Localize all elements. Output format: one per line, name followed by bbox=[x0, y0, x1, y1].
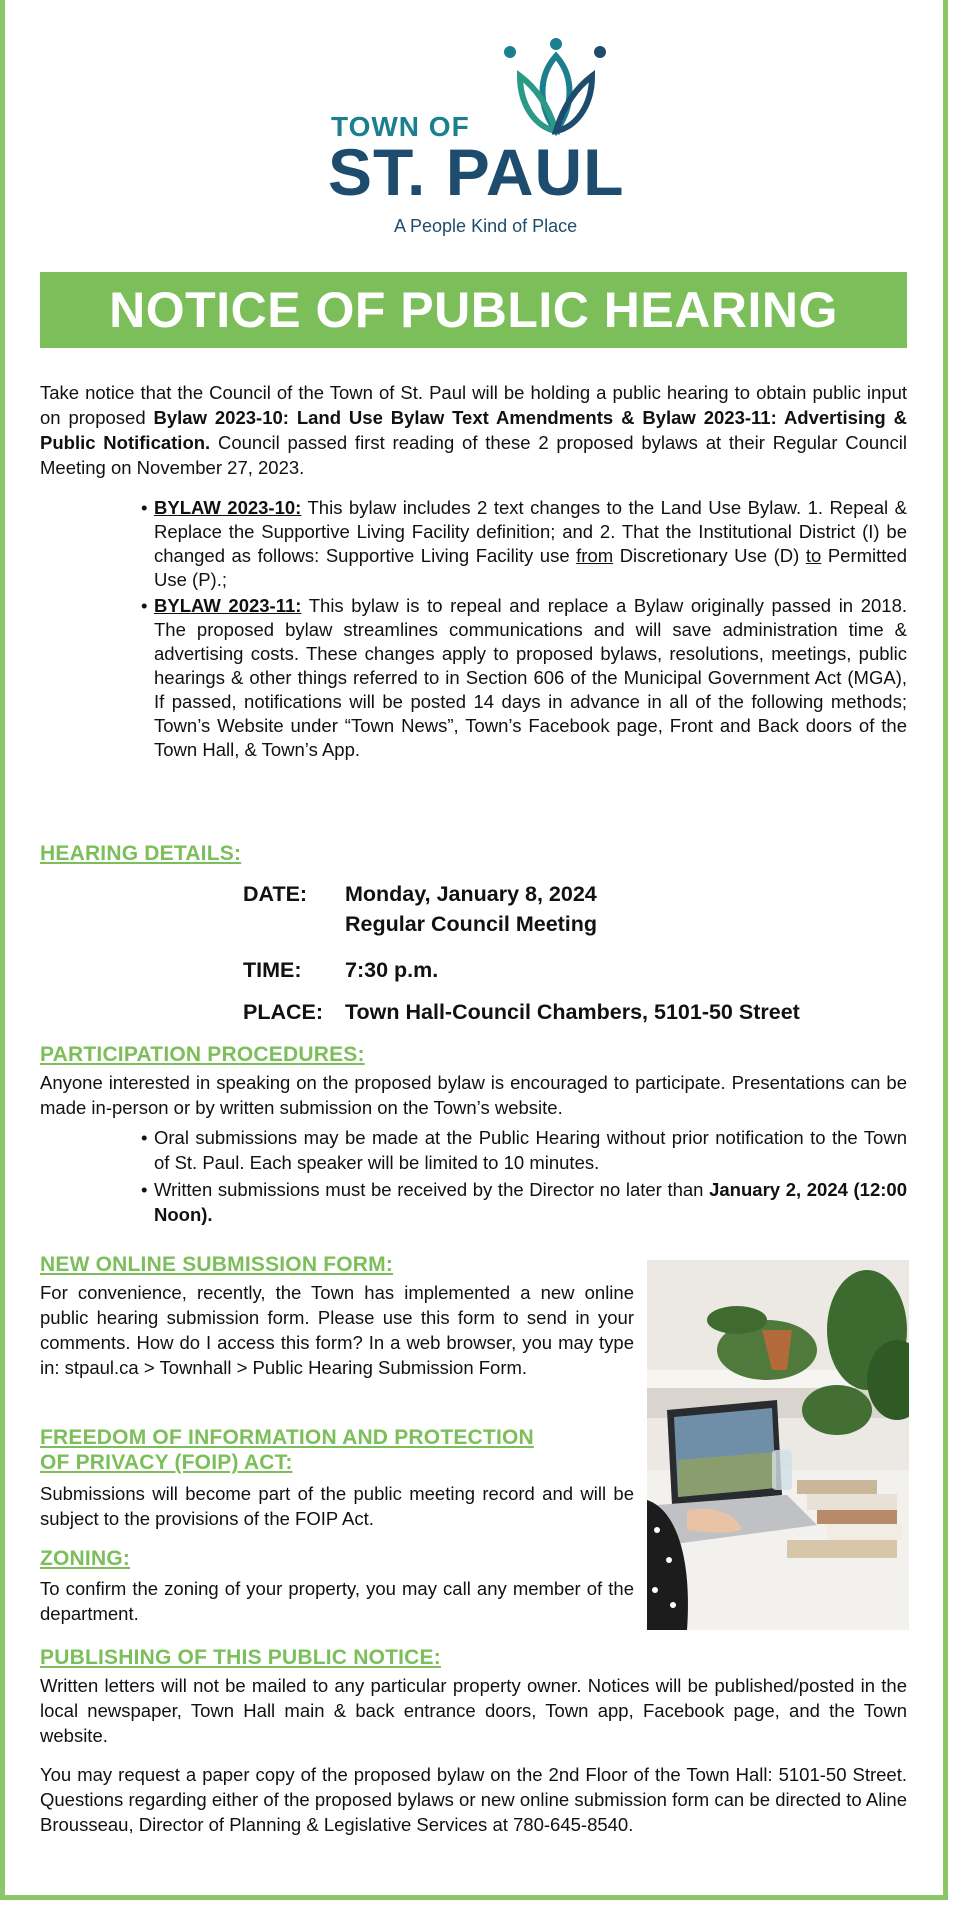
participation-text: Written submissions must be received by the Director no later than bbox=[154, 1179, 710, 1200]
meeting-value: Regular Council Meeting bbox=[345, 912, 598, 936]
publishing-heading: PUBLISHING OF THIS PUBLIC NOTICE: bbox=[40, 1646, 441, 1669]
bylaw-item bbox=[140, 496, 907, 592]
online-form-heading: NEW ONLINE SUBMISSION FORM: bbox=[40, 1253, 394, 1276]
bylaw-from: from bbox=[576, 545, 614, 566]
time-label: TIME: bbox=[243, 958, 302, 982]
bylaw-to: to bbox=[805, 545, 822, 566]
participation-heading: PARTICIPATION PROCEDURES: bbox=[40, 1043, 365, 1066]
intro-paragraph bbox=[40, 380, 907, 480]
bylaw-text: This bylaw is to repeal and replace a Bylaw originally passed in 2018. The proposed bylaw streamlines communications and will save administration time & advertising costs. These changes apply to proposed bylaws, resolutions, meetings, public hearings & other things referred to in Section 606 of the Municipal Government Act (MGA), If passed, notifications will be posted 14 days in advance in all of the following methods; Town’s Website under “Town News”, Town’s Facebook page, Front and Back doors of the Town Hall, & Town’s App. bbox=[154, 595, 907, 760]
zoning-text: To confirm the zoning of your property, you may call any member of the department. bbox=[40, 1578, 634, 1624]
foip-heading-line: FREEDOM OF INFORMATION AND PROTECTION bbox=[40, 1426, 534, 1449]
publishing-text: Written letters will not be mailed to any particular property owner. Notices will be published/posted in the local newspaper, Town Hall main & back entrance doors, Town app, Facebook page, and the Town website. bbox=[40, 1675, 907, 1746]
logo-tagline: A People Kind of Place bbox=[394, 216, 578, 236]
online-form-text: For convenience, recently, the Town has implemented a new online public hearing submission form. Please use this form to send in your comments. How do I access this form? In a web browser, you may type in: stpaul.ca > Townhall > Public Hearing Submission Form. bbox=[40, 1282, 634, 1378]
date-value: Monday, January 8, 2024 bbox=[345, 882, 597, 906]
lotus-icon bbox=[498, 36, 608, 136]
logo-town-name: ST. PAUL bbox=[328, 135, 625, 209]
deadline-bold: January 2, 2024 (12:00 Noon). bbox=[154, 1179, 908, 1225]
foip-text: Submissions will become part of the public meeting record and will be subject to the provisions of the FOIP Act. bbox=[40, 1483, 634, 1529]
laptop-plants-photo bbox=[647, 1260, 909, 1630]
laptop-photo-illustration bbox=[647, 1260, 909, 1630]
date-label: DATE: bbox=[243, 882, 308, 906]
logo-town-of: TOWN OF bbox=[331, 111, 470, 142]
hearing-details-heading: HEARING DETAILS: bbox=[40, 842, 242, 865]
bylaw-text: Permitted Use (P).; bbox=[154, 545, 907, 590]
bylaw-text: Discretionary Use (D) bbox=[613, 545, 806, 566]
bylaw-text: This bylaw includes 2 text changes to the Land Use Bylaw. 1. Repeal & Replace the Supportive Living Facility definition; and 2. That the Institutional District (I) be changed as follows: Supportive Living Facility use bbox=[154, 497, 907, 566]
bylaw-label: BYLAW 2023-10: bbox=[154, 497, 302, 518]
bylaw-item bbox=[140, 594, 907, 762]
intro-text: Take notice that the Council of the Town of St. Paul will be holding a public hearing to obtain public input on proposed bbox=[40, 382, 907, 428]
foip-heading bbox=[40, 1425, 534, 1475]
bylaw-list bbox=[140, 496, 907, 764]
closing-paragraph: You may request a paper copy of the proposed bylaw on the 2nd Floor of the Town Hall: 5101-50 Street. Questions regarding either of the proposed bylaws or new online submission form can be directed to Aline Brousseau, Director of Planning & Legislative Services at 780-645-8540. bbox=[40, 1764, 907, 1835]
notice-title-banner: NOTICE OF PUBLIC HEARING bbox=[40, 272, 907, 348]
place-value: Town Hall-Council Chambers, 5101-50 Street bbox=[345, 1000, 800, 1024]
participation-list bbox=[140, 1125, 907, 1229]
time-value: 7:30 p.m. bbox=[345, 958, 439, 982]
participation-text: Anyone interested in speaking on the proposed bylaw is encouraged to participate. Presentations can be made in-person or by written submission on the Town’s website. bbox=[40, 1072, 907, 1118]
intro-text-end: Council passed first reading of these 2 proposed bylaws at their Regular Council Meeting on November 27, 2023. bbox=[40, 432, 907, 478]
participation-item bbox=[140, 1177, 907, 1227]
town-logo bbox=[328, 36, 628, 246]
intro-bylaws-bold: Bylaw 2023-10: Land Use Bylaw Text Amendments & Bylaw 2023-11: Advertising & Public Notification. bbox=[40, 407, 907, 453]
foip-heading-line: OF PRIVACY (FOIP) ACT: bbox=[40, 1451, 293, 1474]
bylaw-label: BYLAW 2023-11: bbox=[154, 595, 302, 616]
participation-item: • Oral submissions may be made at the Public Hearing without prior notification to the Town of St. Paul. Each speaker will be limited to 10 minutes. bbox=[140, 1125, 907, 1175]
zoning-heading: ZONING: bbox=[40, 1547, 131, 1570]
place-label: PLACE: bbox=[243, 1000, 324, 1024]
